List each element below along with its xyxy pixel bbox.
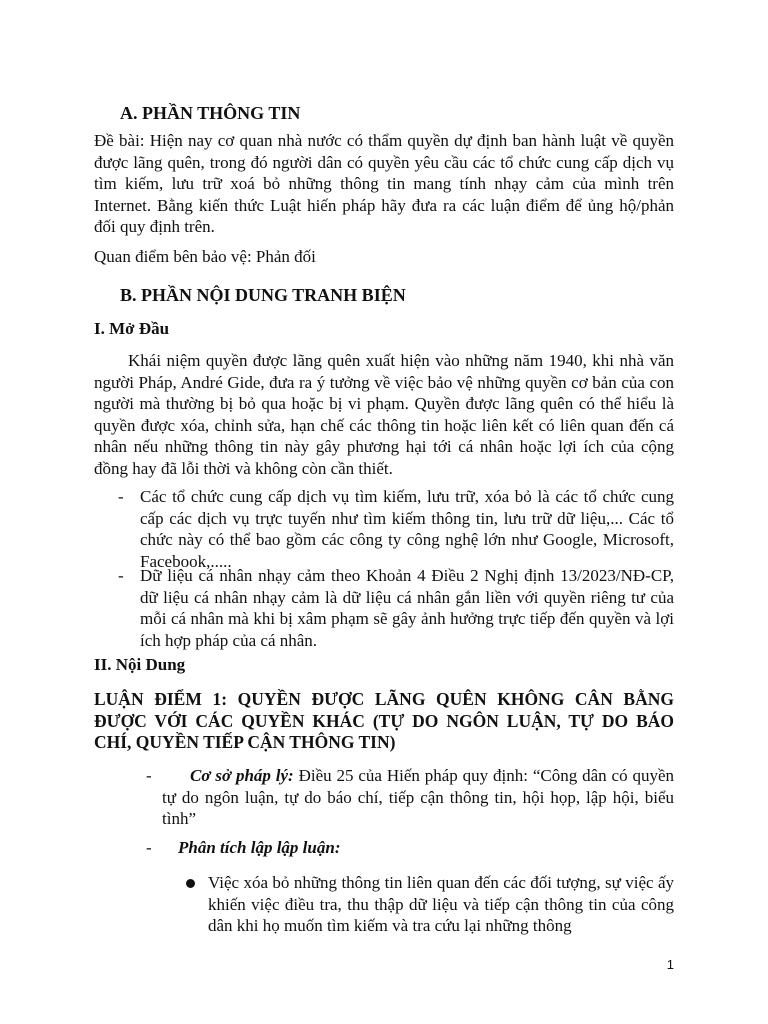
list-item: Các tổ chức cung cấp dịch vụ tìm kiếm, lưu trữ, xóa bỏ là các tổ chức cung cấp các dịch vụ trực tuyến như tìm kiếm thông tin, lưu trữ dữ liệu,... Các tổ chức này có thể bao gồm các công ty công nghệ lớn như Google, Microsoft, Facebook,.....: [140, 487, 674, 571]
argument-1-title: LUẬN ĐIỂM 1: QUYỀN ĐƯỢC LÃNG QUÊN KHÔNG CÂN BẰNG ĐƯỢC VỚI CÁC QUYỀN KHÁC (TỰ DO NGÔN LUẬN, TỰ DO BÁO CHÍ, QUYỀN TIẾP CẬN THÔNG TIN): [94, 689, 674, 752]
analysis-bullet: Việc xóa bỏ những thông tin liên quan đến các đối tượng, sự việc ấy khiến việc điều tra, thu thập dữ liệu và tiếp cận thông tin của công dân khi họ muốn tìm kiếm và tra cứu lại những thông: [208, 873, 674, 935]
intro-heading: I. Mở Đầu: [94, 319, 170, 338]
legal-basis-label: Cơ sở pháp lý:: [190, 766, 294, 785]
assignment-prompt: Đề bài: Hiện nay cơ quan nhà nước có thẩm quyền dự định ban hành luật về quyền được lãng quên, trong đó người dân có quyền yêu cầu các tổ chức cung cấp dịch vụ tìm kiếm, lưu trữ xoá bỏ những thông tin mang tính nhạy cảm của mình trên Internet. Bằng kiến thức Luật hiến pháp hãy đưa ra các luận điểm để ủng hộ/phản đối quy định trên.: [94, 131, 674, 236]
dash-marker: -: [146, 838, 152, 857]
page-number: 1: [666, 957, 674, 972]
list-item: Dữ liệu cá nhân nhạy cảm theo Khoản 4 Điều 2 Nghị định 13/2023/NĐ-CP, dữ liệu cá nhân nhạy cảm là dữ liệu cá nhân gắn liền với quyền riêng tư của mỗi cá nhân mà khi bị xâm phạm sẽ gây ảnh hưởng trực tiếp đến quyền và lợi ích hợp pháp của cá nhân.: [140, 566, 674, 650]
legal-basis-text: Điều 25 của Hiến pháp quy định: “Công dân có quyền tự do ngôn luận, tự do báo chí, tiếp cận thông tin, hội họp, lập hội, biểu tình”: [162, 766, 674, 828]
defense-position: Quan điểm bên bảo vệ: Phản đối: [94, 247, 316, 266]
dash-marker: -: [146, 766, 152, 785]
intro-paragraph: Khái niệm quyền được lãng quên xuất hiện vào những năm 1940, khi nhà văn người Pháp, André Gide, đưa ra ý tưởng về việc bảo vệ những quyền cơ bản của con người mà thường bị bỏ qua hoặc bị vi phạm. Quyền được lãng quên có thể hiểu là quyền được xóa, chỉnh sửa, hạn chế các thông tin hoặc liên kết có liên quan đến cá nhân nếu những thông tin này gây phương hại tới cá nhân hoặc lợi ích của cộng đồng hay đã lỗi thời và không còn cần thiết.: [94, 351, 674, 478]
dash-marker: -: [118, 566, 124, 585]
section-a-heading: A. PHẦN THÔNG TIN: [120, 103, 301, 123]
section-b-heading: B. PHẦN NỘI DUNG TRANH BIỆN: [120, 285, 406, 305]
bullet-dot-icon: [186, 879, 195, 888]
dash-marker: -: [118, 487, 124, 506]
content-heading: II. Nội Dung: [94, 655, 186, 674]
analysis-label: Phân tích lập lập luận:: [178, 838, 341, 857]
legal-basis: [162, 765, 674, 830]
